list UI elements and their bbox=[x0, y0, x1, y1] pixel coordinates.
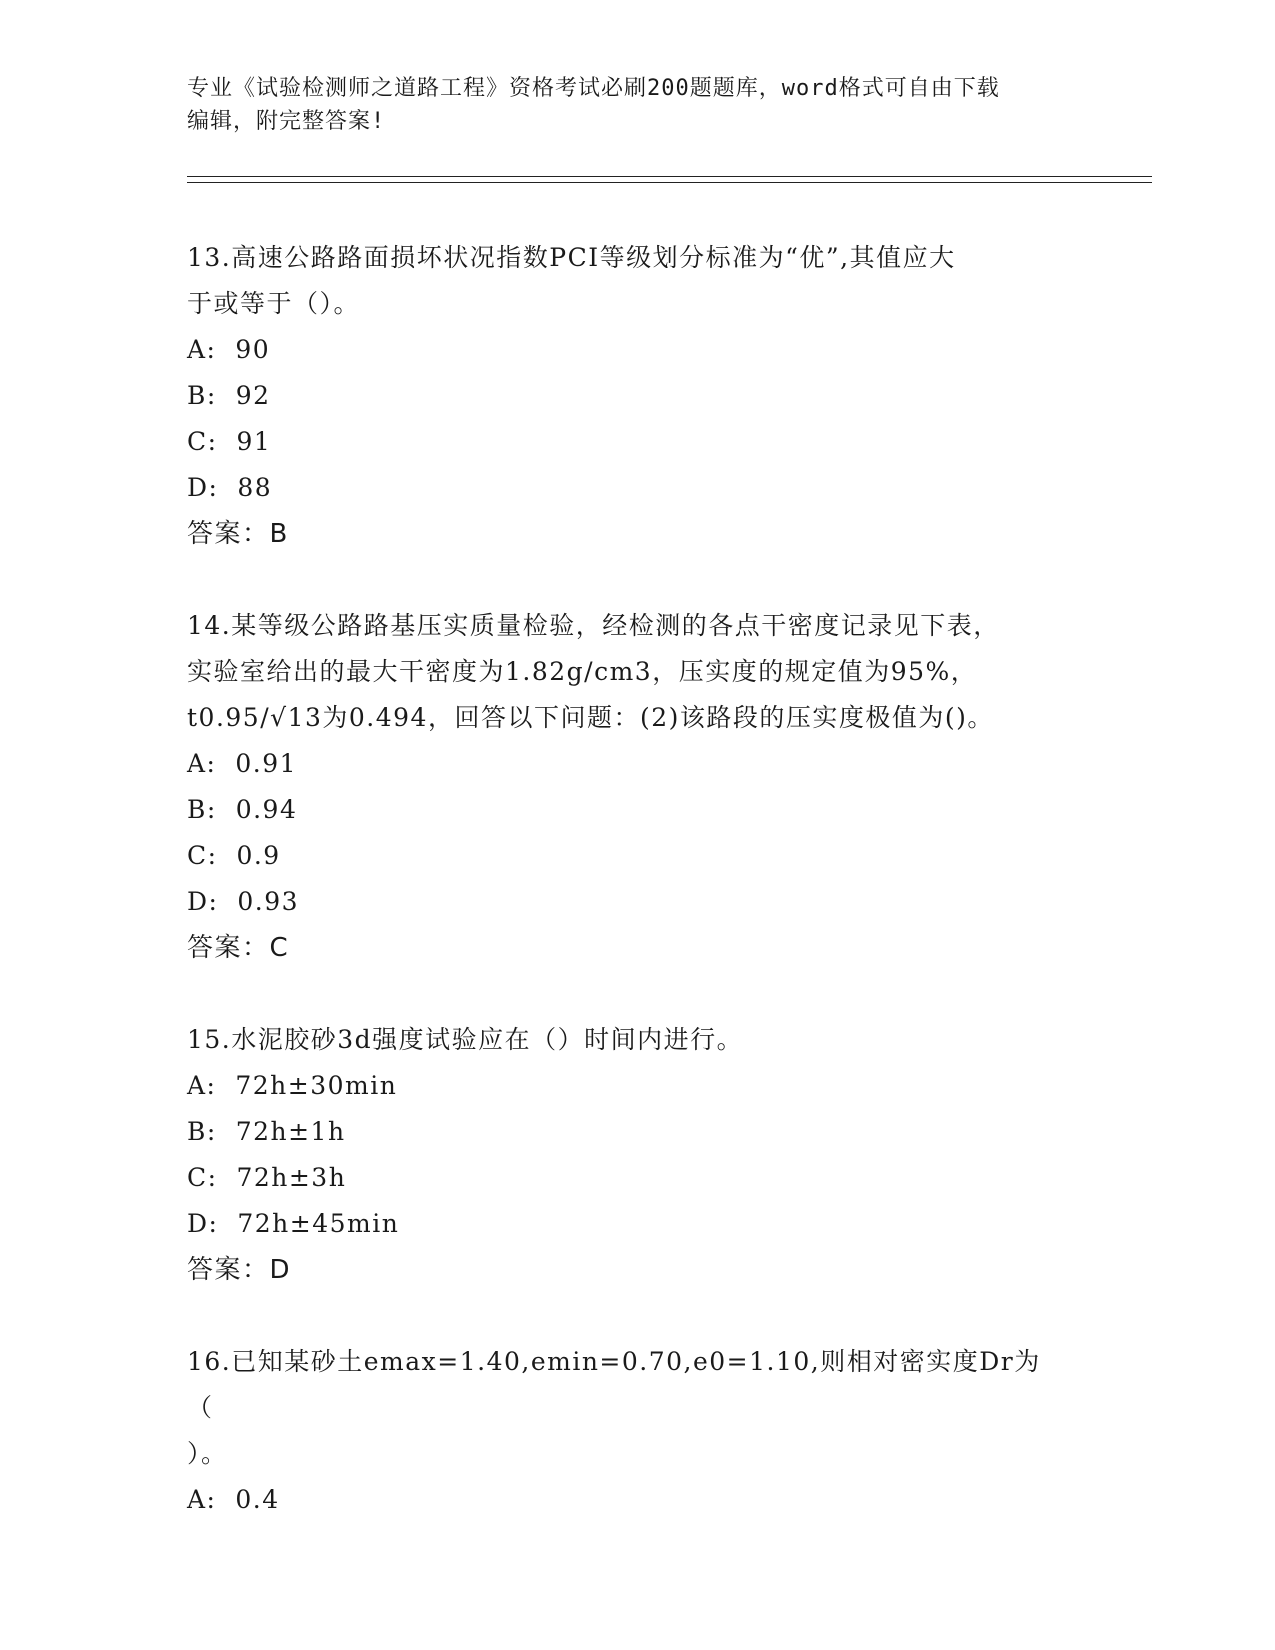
header-line-1: 专业《试验检测师之道路工程》资格考试必刷200题题库，word格式可自由下载 bbox=[187, 76, 1000, 101]
option-d: D: 0.93 bbox=[187, 887, 300, 916]
option-c: C: 0.9 bbox=[187, 841, 281, 870]
answer-label: 答案：D bbox=[187, 1255, 292, 1285]
option-c: C: 91 bbox=[187, 427, 272, 456]
header-rule-bottom bbox=[187, 182, 1152, 183]
option-a: A: 0.91 bbox=[187, 749, 298, 778]
question-stem: 14.某等级公路路基压实质量检验，经检测的各点干密度记录见下表， bbox=[187, 611, 1000, 640]
question-stem: 15.水泥胶砂3d强度试验应在（）时间内进行。 bbox=[187, 1025, 744, 1054]
question-stem: 16.已知某砂土emax=1.40,emin=0.70,e0=1.10,则相对密实度Dr为（ bbox=[187, 1347, 1041, 1422]
option-a: A: 90 bbox=[187, 335, 271, 364]
question-stem: 实验室给出的最大干密度为1.82g/cm3，压实度的规定值为95%， bbox=[187, 657, 978, 686]
question-15 bbox=[187, 1017, 1067, 1293]
option-d: D: 88 bbox=[187, 473, 273, 502]
question-14 bbox=[187, 603, 1067, 971]
question-stem: ）。 bbox=[187, 1439, 228, 1468]
header-line-2: 编辑，附完整答案! bbox=[187, 109, 386, 134]
question-stem: 13.高速公路路面损坏状况指数PCI等级划分标准为“优”,其值应大 bbox=[187, 243, 956, 272]
option-a: A: 72h±30min bbox=[187, 1071, 398, 1100]
document-header bbox=[187, 72, 1067, 138]
answer-label: 答案：C bbox=[187, 933, 290, 963]
header-rule-top bbox=[187, 176, 1152, 177]
option-d: D: 72h±45min bbox=[187, 1209, 400, 1238]
question-stem: 于或等于（）。 bbox=[187, 289, 361, 318]
question-list bbox=[187, 235, 1067, 1569]
option-b: B: 72h±1h bbox=[187, 1117, 346, 1146]
question-16 bbox=[187, 1339, 1067, 1523]
question-13 bbox=[187, 235, 1067, 557]
option-b: B: 92 bbox=[187, 381, 271, 410]
answer-label: 答案：B bbox=[187, 519, 289, 549]
option-c: C: 72h±3h bbox=[187, 1163, 347, 1192]
option-b: B: 0.94 bbox=[187, 795, 298, 824]
question-stem: t0.95/√13为0.494，回答以下问题：(2)该路段的压实度极值为()。 bbox=[187, 703, 994, 732]
option-a: A: 0.4 bbox=[187, 1485, 280, 1514]
